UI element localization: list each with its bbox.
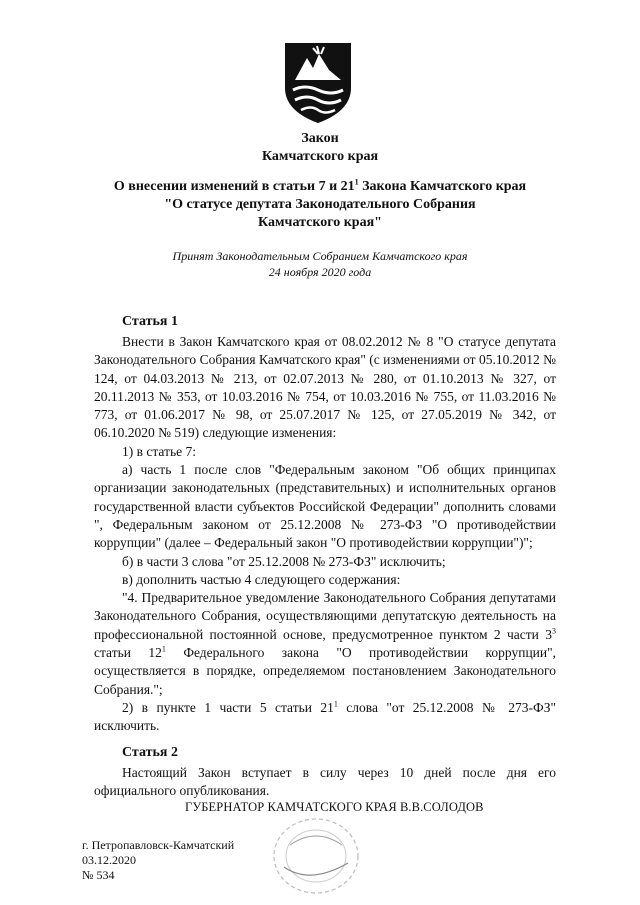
item-a: а) часть 1 после слов "Федеральным законом "Об общих принципах организации законодательных (представительных) и исполнительных органов государственной власти субъектов Российской Федерации" дополнить словами ", Федеральным законом от 25.12.2008 № 273-ФЗ "О противодействии коррупции" (далее – Федеральный закон "О противодействии коррупции")"; bbox=[94, 462, 556, 551]
kamchatka-coat-of-arms-icon bbox=[283, 40, 353, 124]
signing-city: г. Петропавловск-Камчатский bbox=[82, 838, 235, 852]
law-subject bbox=[0, 178, 640, 232]
item-1: 1) в статье 7: bbox=[122, 443, 196, 459]
item-v: в) дополнить частью 4 следующего содержания: bbox=[122, 571, 401, 587]
document-title bbox=[0, 130, 640, 166]
quoted-part-4: "4. Предварительное уведомление Законодательного Собрания депутатами Законодательного Собрания, осуществляющими депутатскую деятельность на профессиональной постоянной основе, предусмотренное пунктом 2 части $3^3$ статьи $12^1$ Федерального закона "О противодействии коррупции", осуществляется в порядке, определяемом постановлением Законодательного Собрания."; bbox=[94, 590, 557, 697]
law-number: № 534 bbox=[82, 868, 115, 882]
official-seal-icon bbox=[270, 815, 362, 897]
subject-line-1: О внесении изменений в статьи 7 и $21^1$ Закона Камчатского края bbox=[113, 177, 527, 194]
item-b: б) в части 3 слова "от 25.12.2008 № 273-ФЗ" исключить; bbox=[122, 553, 446, 569]
subject-line-2: "О статусе депутата Законодательного Собрания bbox=[164, 197, 476, 212]
subject-line-3: Камчатского края" bbox=[258, 215, 382, 230]
signing-details bbox=[82, 838, 234, 883]
region-label: Камчатского края bbox=[261, 149, 379, 164]
item-2: 2) в пункте 1 части 5 статьи $21^1$ слова "от 25.12.2008 № 273-ФЗ" исключить. bbox=[94, 699, 556, 734]
law-label: Закон bbox=[301, 131, 339, 146]
article-1-intro: Внести в Закон Камчатского края от 08.02.2012 № 8 "О статусе депутата Законодательного Собрания Камчатского края" (с изменениями от 05.10.2012 № 124, от 04.03.2013 № 213, от 02.07.2013 № 280, от 01.10.2013 № 327, от 20.11.2013 № 353, от 10.03.2016 № 754, от 10.03.2016 № 755, от 11.03.2016 № 773, от 01.06.2017 № 98, от 25.07.2017 № 125, от 27.05.2019 № 342, от 06.10.2020 № 519) следующие изменения: bbox=[94, 334, 556, 441]
article-2-heading: Статья 2 bbox=[122, 745, 178, 760]
adoption-line-1: Принят Законодательным Собранием Камчатского края bbox=[172, 249, 468, 263]
governor-signature-line: ГУБЕРНАТОР КАМЧАТСКОГО КРАЯ В.В.СОЛОДОВ bbox=[185, 800, 484, 814]
article-1-body bbox=[94, 333, 556, 736]
adoption-note bbox=[0, 248, 640, 280]
article-2-text: Настоящий Закон вступает в силу через 10 дней после дня его официального опубликования. bbox=[94, 765, 556, 799]
article-1-heading: Статья 1 bbox=[122, 314, 178, 329]
adoption-date: 24 ноября 2020 года bbox=[268, 265, 372, 279]
signing-date: 03.12.2020 bbox=[82, 853, 136, 867]
